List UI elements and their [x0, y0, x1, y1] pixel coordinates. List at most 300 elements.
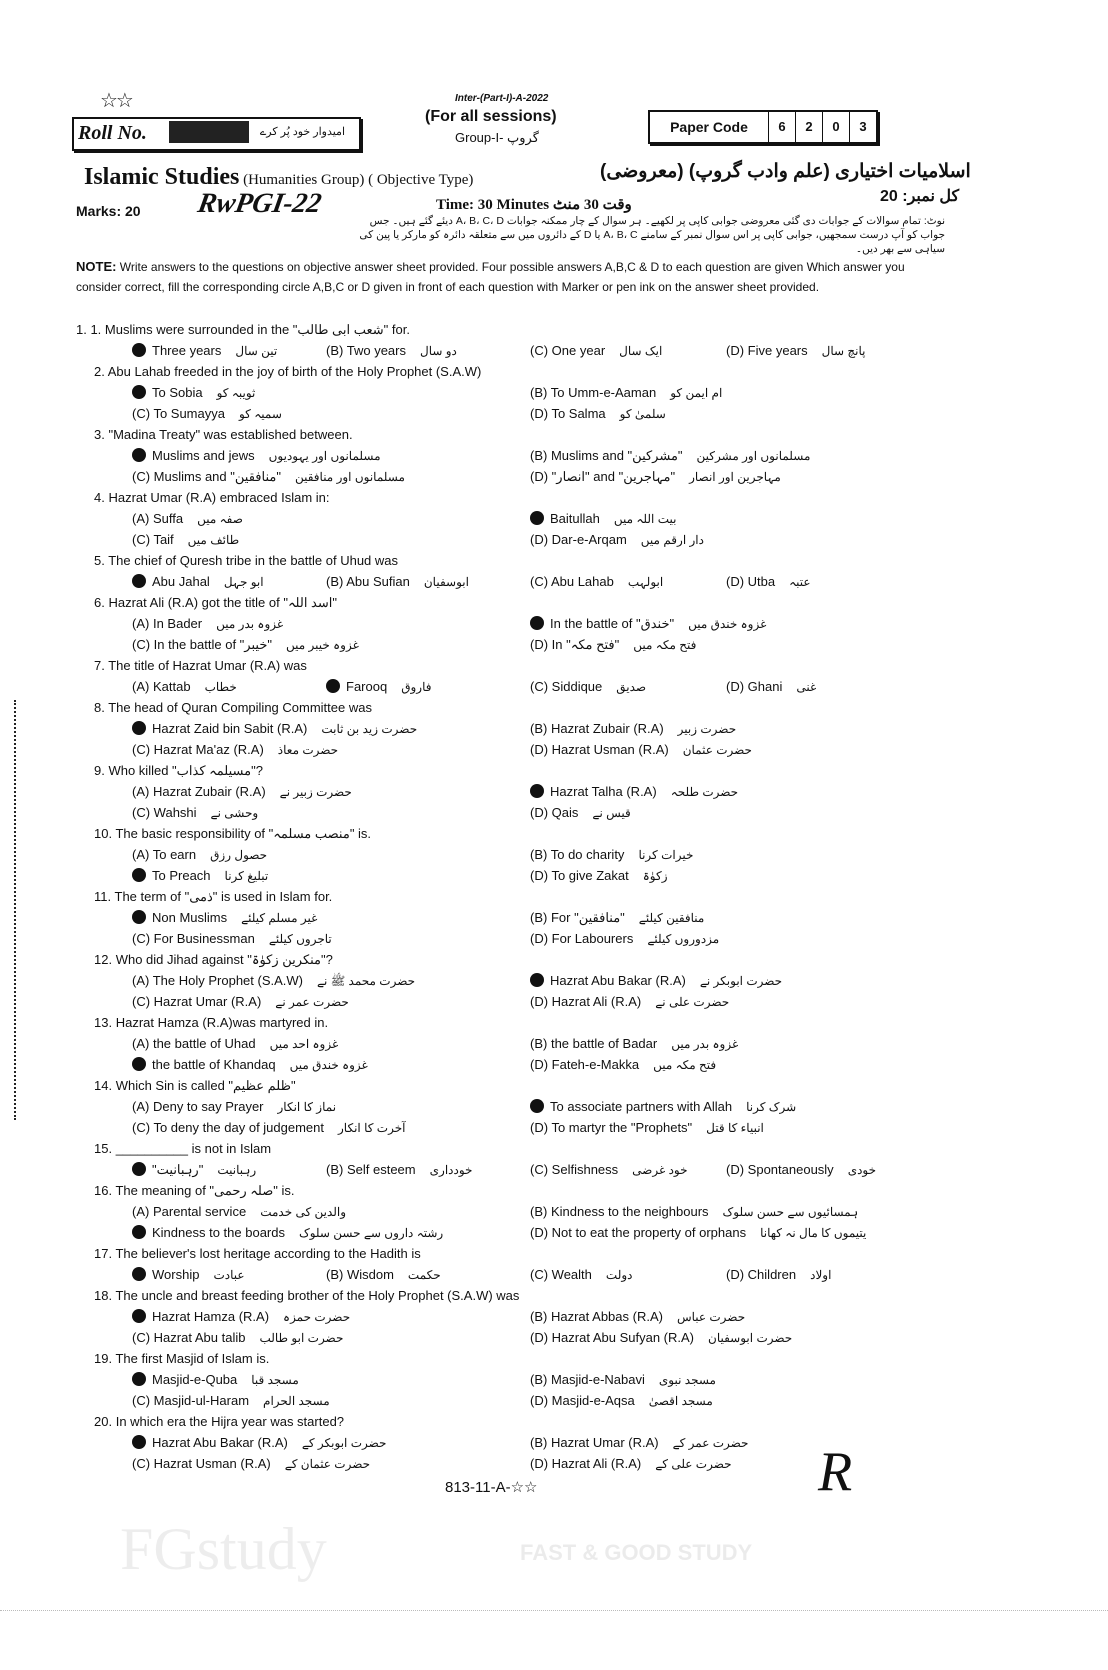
option-d[interactable]: [530, 1453, 732, 1475]
option-b[interactable]: [326, 1159, 472, 1181]
option-text: Siddique: [551, 679, 603, 694]
option-b[interactable]: [530, 508, 676, 530]
option-b[interactable]: [326, 571, 469, 593]
option-b[interactable]: [530, 844, 693, 866]
option-b[interactable]: [326, 340, 457, 362]
option-a[interactable]: [132, 340, 277, 362]
filled-bubble-icon: [132, 1057, 146, 1071]
option-urdu: ابولہب: [627, 575, 664, 589]
question-body: Hazrat Hamza (R.A)was martyred in.: [115, 1015, 329, 1030]
option-row: [76, 1117, 956, 1138]
filled-bubble-icon: [132, 868, 146, 882]
option-c[interactable]: [530, 676, 646, 698]
question-body: Which Sin is called "ظلم عظیم": [115, 1078, 296, 1093]
option-row: [76, 739, 956, 760]
option-letter: (B): [530, 1435, 548, 1450]
option-b[interactable]: [530, 382, 722, 404]
filled-bubble-icon: [132, 1267, 146, 1281]
examiner-signature: R: [818, 1441, 853, 1503]
option-c[interactable]: [132, 928, 332, 950]
question-text: [76, 697, 956, 718]
option-urdu: غزوہ خیبر میں: [285, 638, 359, 652]
margin-dotted-line: [14, 700, 16, 1120]
option-letter: (C): [132, 637, 151, 652]
option-text: Hazrat Ali (R.A): [551, 994, 642, 1009]
question-text: [76, 487, 956, 508]
question-body: The title of Hazrat Umar (R.A) was: [108, 658, 307, 673]
filled-bubble-icon: [530, 616, 544, 630]
option-letter: (C): [132, 1330, 151, 1345]
option-text: the battle of Badar: [550, 1036, 658, 1051]
option-urdu: حضرت علی کے: [655, 1457, 732, 1471]
option-row: [76, 781, 956, 802]
option-letter: (D): [530, 406, 549, 421]
option-text: Masjid-ul-Haram: [153, 1393, 250, 1408]
option-letter: (C): [132, 1456, 151, 1471]
option-letter: (C): [132, 406, 151, 421]
option-text: "انصار" and "مہاجرین": [551, 469, 676, 484]
option-c[interactable]: [132, 865, 268, 887]
option-b[interactable]: [530, 445, 810, 467]
question-item: [76, 1012, 956, 1075]
option-letter: (A): [132, 847, 150, 862]
question-text: [76, 424, 956, 445]
option-urdu: تبلیغ کرنا: [224, 869, 269, 883]
option-c[interactable]: [530, 1159, 688, 1181]
option-text: Muslims and "مشرکین": [550, 448, 683, 463]
question-number: 10.: [94, 826, 113, 841]
option-letter: (C): [132, 1120, 151, 1135]
option-d[interactable]: [530, 1222, 866, 1244]
title-main: Islamic Studies: [84, 164, 240, 190]
question-item: [76, 1285, 956, 1348]
roll-label: Roll No.: [78, 122, 147, 144]
option-a[interactable]: [132, 1306, 350, 1328]
option-d[interactable]: [530, 466, 781, 488]
option-letter: (B): [530, 1204, 548, 1219]
option-text: Selfishness: [551, 1162, 619, 1177]
question-text: [76, 1243, 956, 1264]
option-urdu: نماز کا انکار: [277, 1100, 337, 1114]
option-b[interactable]: [530, 781, 738, 803]
option-letter: (D): [530, 637, 549, 652]
option-letter: (C): [132, 994, 151, 1009]
option-c[interactable]: [132, 634, 359, 656]
question-body: "Madina Treaty" was established between.: [108, 427, 353, 442]
option-letter: (D): [530, 1456, 549, 1471]
question-item: [76, 592, 956, 655]
option-letter: (D): [726, 574, 745, 589]
option-text: Suffa: [152, 511, 184, 526]
question-text: [76, 1285, 956, 1306]
option-b[interactable]: [530, 1306, 745, 1328]
option-urdu: ہمسائیوں سے حسن سلوک: [722, 1205, 859, 1219]
question-list: [76, 319, 956, 1474]
time-allowed: Time: 30 Minutes وقت 30 منٹ: [436, 197, 632, 213]
option-row: [76, 1222, 956, 1243]
option-d[interactable]: [726, 676, 816, 698]
option-text: Masjid-e-Quba: [152, 1372, 238, 1387]
option-c[interactable]: [132, 802, 258, 824]
option-letter: (B): [530, 1372, 548, 1387]
option-a[interactable]: [132, 970, 415, 992]
option-urdu: غزوہ خندق میں: [289, 1058, 368, 1072]
option-letter: (B): [530, 1036, 548, 1051]
option-urdu: تین سال: [235, 344, 278, 358]
option-letter: (A): [132, 1099, 150, 1114]
option-urdu: آخرت کا انکار: [338, 1121, 406, 1135]
option-a[interactable]: [132, 844, 267, 866]
option-b[interactable]: [530, 1432, 748, 1454]
option-text: Not to eat the property of orphans: [551, 1225, 747, 1240]
option-text: "رہبانیت": [152, 1162, 204, 1177]
question-body: The head of Quran Compiling Committee was: [108, 700, 372, 715]
option-a[interactable]: [132, 1033, 338, 1055]
question-item: [76, 1075, 956, 1138]
option-d[interactable]: [726, 1264, 831, 1286]
option-letter: (B): [326, 1162, 344, 1177]
filled-bubble-icon: [132, 1435, 146, 1449]
option-urdu: مسجد نبوی: [658, 1373, 716, 1387]
option-urdu: ابوسفیان: [423, 575, 469, 589]
option-row: [76, 340, 956, 361]
filled-bubble-icon: [132, 574, 146, 588]
question-number: 9.: [94, 763, 105, 778]
option-c[interactable]: [132, 1390, 330, 1412]
option-d[interactable]: [530, 1117, 764, 1139]
option-c[interactable]: [132, 1327, 343, 1349]
option-letter: (A): [132, 1036, 150, 1051]
option-d[interactable]: [726, 340, 866, 362]
roll-urdu-label: امیدوار خود پُر کرے: [259, 126, 345, 138]
question-text: [76, 655, 956, 676]
option-letter: (B): [530, 1309, 548, 1324]
option-letter: (B): [530, 385, 548, 400]
option-a[interactable]: [132, 1264, 245, 1286]
option-letter: (B): [530, 847, 548, 862]
option-row: [76, 928, 956, 949]
title-sub: (Humanities Group) ( Objective Type): [239, 172, 474, 188]
question-body: The first Masjid of Islam is.: [115, 1351, 270, 1366]
option-text: Hazrat Ali (R.A): [551, 1456, 642, 1471]
question-number: 6.: [94, 595, 105, 610]
option-b[interactable]: [530, 1201, 858, 1223]
roll-number-box: [72, 117, 361, 151]
option-text: The Holy Prophet (S.A.W): [152, 973, 304, 988]
question-text: [76, 1180, 956, 1201]
option-letter: (D): [530, 1057, 549, 1072]
filled-bubble-icon: [132, 385, 146, 399]
option-text: To earn: [152, 847, 197, 862]
option-urdu: دو سال: [419, 344, 457, 358]
paper-code-digit: 2: [796, 112, 823, 142]
option-urdu: خود غرضی: [632, 1163, 688, 1177]
option-urdu: مسجد الحرام: [263, 1394, 330, 1408]
option-urdu: مزدوروں کیلئے: [647, 932, 720, 946]
question-body: The chief of Quresh tribe in the battle of Uhud was: [108, 553, 399, 568]
option-text: Muslims and "منافقین": [153, 469, 281, 484]
option-urdu: مسلمانوں اور یہودیوں: [268, 449, 381, 463]
option-urdu: اولاد: [810, 1268, 832, 1282]
option-urdu: حکمت: [407, 1268, 441, 1282]
note-label: NOTE:: [76, 259, 117, 274]
option-row: [76, 844, 956, 865]
question-number: 5.: [94, 553, 105, 568]
filled-bubble-icon: [132, 343, 146, 357]
option-urdu: ابو جہل: [223, 575, 264, 589]
option-a[interactable]: [132, 571, 264, 593]
option-letter: (A): [132, 1204, 150, 1219]
option-urdu: حضرت عباس: [676, 1310, 746, 1324]
option-urdu: منافقین کیلئے: [638, 911, 705, 925]
option-a[interactable]: [132, 1432, 386, 1454]
question-text: [76, 886, 956, 907]
option-d[interactable]: [530, 928, 719, 950]
question-number: 4.: [94, 490, 105, 505]
option-urdu: طائف میں: [187, 533, 240, 547]
option-text: In the battle of "خیبر": [153, 637, 272, 652]
option-row: [76, 676, 956, 697]
option-a[interactable]: [132, 382, 255, 404]
option-letter: (C): [132, 1393, 151, 1408]
option-urdu: حضرت ابوبکر کے: [301, 1436, 387, 1450]
question-number: 18.: [94, 1288, 113, 1303]
option-b[interactable]: [326, 676, 432, 698]
option-row: [76, 1327, 956, 1348]
option-urdu: غیر مسلم کیلئے: [241, 911, 318, 925]
option-urdu: حضرت طلحہ: [670, 785, 739, 799]
option-letter: (D): [530, 469, 549, 484]
option-c[interactable]: [132, 991, 349, 1013]
option-c[interactable]: [132, 739, 338, 761]
question-item: [76, 1243, 956, 1285]
option-b[interactable]: [530, 613, 766, 635]
option-a[interactable]: [132, 1201, 346, 1223]
option-text: To deny the day of judgement: [153, 1120, 324, 1135]
question-item: [76, 550, 956, 592]
option-urdu: حضرت ابو طالب: [259, 1331, 344, 1345]
filled-bubble-icon: [132, 448, 146, 462]
option-a[interactable]: [132, 718, 417, 740]
option-letter: (D): [530, 1330, 549, 1345]
option-urdu: پانچ سال: [821, 344, 866, 358]
option-b[interactable]: [530, 1369, 716, 1391]
marks-urdu: کل نمبر: 20: [880, 188, 960, 205]
option-text: Baitullah: [550, 511, 600, 526]
question-text: [76, 319, 956, 340]
option-row: [76, 613, 956, 634]
option-text: For "منافقین": [550, 910, 625, 925]
option-row: [76, 466, 956, 487]
option-c[interactable]: [132, 403, 282, 425]
option-text: Spontaneously: [747, 1162, 834, 1177]
question-body: Who killed "مسیلمہ کذاب"?: [108, 763, 263, 778]
option-text: Ghani: [747, 679, 783, 694]
option-a[interactable]: [132, 676, 237, 698]
option-text: Fateh-e-Makka: [551, 1057, 640, 1072]
option-row: [76, 718, 956, 739]
option-urdu: حضرت عثمان: [682, 743, 752, 757]
option-row: [76, 508, 956, 529]
question-number: 12.: [94, 952, 113, 967]
option-c[interactable]: [132, 1054, 368, 1076]
bottom-divider: [0, 1610, 1108, 1611]
option-d[interactable]: [530, 739, 752, 761]
question-item: [76, 886, 956, 949]
option-row: [76, 445, 956, 466]
option-a[interactable]: [132, 1369, 299, 1391]
option-text: To Umm-e-Aaman: [550, 385, 657, 400]
option-b[interactable]: [530, 718, 736, 740]
option-urdu: حضرت محمد ﷺ نے: [317, 974, 416, 988]
option-urdu: حضرت حمزہ: [283, 1310, 351, 1324]
option-text: Wahshi: [153, 805, 197, 820]
option-c[interactable]: [530, 1264, 632, 1286]
option-text: To Preach: [152, 868, 211, 883]
note-urdu: نوٹ: تمام سوالات کے جوابات دی گئی معروضی جوابی کاپی پر لکھیے۔ ہر سوال کے چار ممکنہ جوابات A، B، C، D دیئے گئے ہیں۔ جس جواب کو آپ درست سمجھیں، جوابی کاپی پر اس سوال نمبر کے سامنے A، B، C یا D کے دائروں میں سے متعلقہ دائرہ کو مارکر یا پین کی سیاہی سے بھر دیں۔: [359, 215, 945, 255]
option-letter: (D): [726, 1162, 745, 1177]
option-b[interactable]: [326, 1264, 441, 1286]
option-a[interactable]: [132, 613, 283, 635]
question-number: 20.: [94, 1414, 113, 1429]
question-item: [76, 361, 956, 424]
option-c[interactable]: [132, 1117, 405, 1139]
option-text: Hazrat Zaid bin Sabit (R.A): [152, 721, 308, 736]
option-text: Non Muslims: [152, 910, 228, 925]
option-c[interactable]: [132, 466, 405, 488]
option-row: [76, 1264, 956, 1285]
option-text: Farooq: [346, 679, 388, 694]
option-c[interactable]: [530, 571, 663, 593]
question-text: [76, 1348, 956, 1369]
option-d[interactable]: [530, 991, 729, 1013]
question-text: [76, 823, 956, 844]
option-d[interactable]: [530, 865, 668, 887]
option-text: Hazrat Abbas (R.A): [550, 1309, 663, 1324]
option-d[interactable]: [726, 571, 811, 593]
question-body: The basic responsibility of "منصب مسلمہ" is.: [115, 826, 372, 841]
paper-code-digit: 6: [769, 112, 796, 142]
option-a[interactable]: [132, 781, 352, 803]
question-text: [76, 1411, 956, 1432]
option-text: Wisdom: [346, 1267, 394, 1282]
option-urdu: وحشی نے: [210, 806, 259, 820]
option-text: Masjid-e-Aqsa: [551, 1393, 635, 1408]
option-d[interactable]: [530, 634, 696, 656]
option-d[interactable]: [530, 1390, 713, 1412]
option-urdu: مسجد قبا: [251, 1373, 299, 1387]
option-d[interactable]: [726, 1159, 876, 1181]
option-letter: (D): [530, 1120, 549, 1135]
option-letter: (C): [132, 742, 151, 757]
option-b[interactable]: [530, 1096, 796, 1118]
option-text: Abu Lahab: [550, 574, 614, 589]
question-item: [76, 1138, 956, 1180]
option-c[interactable]: [132, 529, 239, 551]
option-urdu: دولت: [605, 1268, 633, 1282]
option-b[interactable]: [530, 970, 782, 992]
option-text: the battle of Uhad: [152, 1036, 256, 1051]
option-b[interactable]: [530, 1033, 738, 1055]
option-urdu: حضرت زبیر نے: [279, 785, 352, 799]
redacted-roll-number: [169, 121, 249, 143]
filled-bubble-icon: [132, 1309, 146, 1323]
option-d[interactable]: [530, 529, 704, 551]
option-letter: (A): [132, 784, 150, 799]
option-text: Qais: [551, 805, 579, 820]
question-body: The meaning of "صلہ رحمی" is.: [115, 1183, 295, 1198]
option-a[interactable]: [132, 907, 317, 929]
option-urdu: مسجد اقصیٰ: [648, 1394, 713, 1408]
note: [76, 257, 936, 297]
option-text: Dar-e-Arqam: [551, 532, 627, 547]
option-letter: (A): [132, 973, 150, 988]
option-row: [76, 403, 956, 424]
option-a[interactable]: [132, 1096, 336, 1118]
option-text: For Businessman: [153, 931, 255, 946]
option-a[interactable]: [132, 1159, 256, 1181]
option-urdu: صفہ میں: [197, 512, 243, 526]
option-row: [76, 907, 956, 928]
option-text: Utba: [747, 574, 776, 589]
option-a[interactable]: [132, 445, 381, 467]
question-number: 11.: [94, 889, 112, 904]
option-urdu: دار ارقم میں: [640, 533, 704, 547]
option-text: Taif: [153, 532, 174, 547]
question-item: [76, 760, 956, 823]
filled-bubble-icon: [530, 1099, 544, 1113]
option-letter: (B): [326, 574, 344, 589]
option-row: [76, 1369, 956, 1390]
option-urdu: فتح مکہ میں: [653, 1058, 717, 1072]
option-letter: (C): [132, 931, 151, 946]
option-c[interactable]: [132, 1453, 370, 1475]
option-urdu: ایک سال: [619, 344, 663, 358]
option-text: Two years: [346, 343, 406, 358]
option-c[interactable]: [530, 340, 662, 362]
option-text: Parental service: [152, 1204, 247, 1219]
option-urdu: حضرت ابوسفیان: [708, 1331, 793, 1345]
option-letter: (D): [726, 1267, 745, 1282]
question-item: [76, 1348, 956, 1411]
option-letter: (B): [530, 910, 548, 925]
option-b[interactable]: [530, 907, 704, 929]
marks: Marks: 20: [76, 203, 141, 219]
filled-bubble-icon: [132, 910, 146, 924]
option-d[interactable]: [530, 403, 666, 425]
option-text: Hazrat Ma'az (R.A): [153, 742, 264, 757]
option-d[interactable]: [530, 1054, 716, 1076]
option-text: One year: [551, 343, 606, 358]
option-c[interactable]: [132, 1222, 443, 1244]
option-row: [76, 634, 956, 655]
sessions: (For all sessions): [425, 108, 557, 125]
filled-bubble-icon: [132, 1225, 146, 1239]
option-a[interactable]: [132, 508, 243, 530]
question-item: [76, 823, 956, 886]
option-d[interactable]: [530, 1327, 792, 1349]
option-urdu: والدین کی خدمت: [260, 1205, 347, 1219]
paper-code-digit: 3: [859, 119, 867, 134]
question-item: [76, 655, 956, 697]
option-urdu: حضرت زبیر: [677, 722, 737, 736]
option-text: For Labourers: [551, 931, 634, 946]
option-d[interactable]: [530, 802, 631, 824]
question-text: [76, 949, 956, 970]
option-urdu: فتح مکہ میں: [633, 638, 697, 652]
option-text: To give Zakat: [551, 868, 629, 883]
option-letter: (B): [530, 448, 548, 463]
